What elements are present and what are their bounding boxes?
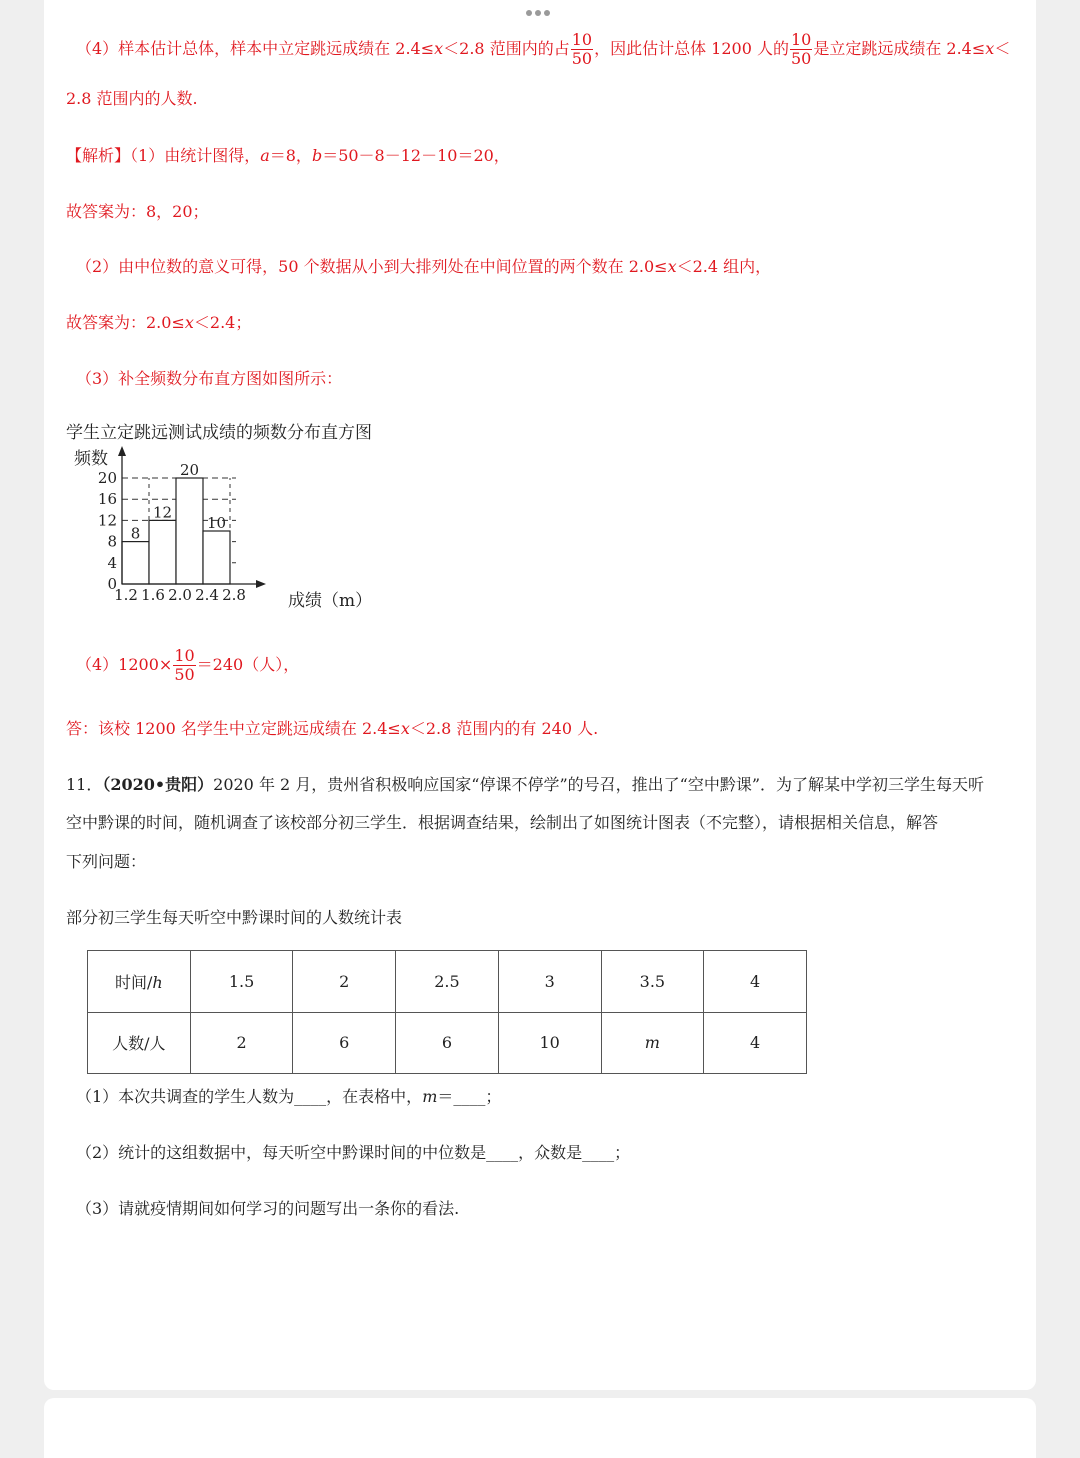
table-row: [88, 1012, 807, 1074]
question-source: （2020•贵阳）: [102, 775, 214, 794]
x-tick-label: 1.6: [141, 586, 165, 604]
y-tick-label: 20: [97, 469, 117, 487]
histogram-bar: [149, 520, 176, 584]
subquestion-1: （1）本次共调查的学生人数为____，在表格中，m＝____；: [76, 1087, 502, 1106]
table-cell: m: [601, 1012, 704, 1074]
table-cell: 3.5: [601, 951, 704, 1013]
subquestion-3: （3）请就疫情期间如何学习的问题写出一条你的看法.: [76, 1199, 460, 1218]
part3-text: （3）补全频数分布直方图如图所示：: [76, 369, 343, 388]
x-tick-label: 2.8: [222, 586, 246, 604]
table-cell: 2: [190, 1012, 293, 1074]
y-tick-label: 0: [107, 575, 117, 593]
fraction: $\frac{10}{50}$: [571, 30, 593, 68]
y-axis-label: 频数: [74, 449, 108, 469]
chart-title: 学生立定跳远测试成绩的频数分布直方图: [66, 423, 372, 443]
x-axis-label: 成绩（m）: [288, 591, 373, 611]
y-tick-label: 16: [97, 490, 117, 509]
y-axis-arrow-icon: [118, 446, 126, 456]
answer-2: 故答案为：2.0≤x＜2.4；: [66, 313, 252, 332]
part4-estimate-line1: （4）样本估计总体，样本中立定跳远成绩在 2.4≤x＜2.8 范围内的占 $\frac{10}{50}$ ，因此估计总体 1200 人的 $\frac{10}{50}$ 是立定跳远成绩在 2.4≤x＜: [76, 30, 1011, 68]
fraction: $\frac{10}{50}$: [790, 30, 812, 68]
table-cell: 4: [704, 951, 807, 1013]
histogram-bar: [122, 542, 149, 584]
subquestion-2: （2）统计的这组数据中，每天听空中黔课时间的中位数是____，众数是____；: [76, 1143, 631, 1162]
table-cell: 3: [498, 951, 601, 1013]
data-label: 12: [152, 503, 173, 522]
histogram-chart: [60, 440, 390, 620]
row-header-count: 人数/人: [88, 1012, 191, 1074]
part2-explanation: （2）由中位数的意义可得，50 个数据从小到大排列处在中间位置的两个数在 2.0≤x＜2.4 组内，: [76, 257, 772, 276]
histogram-bar: [203, 531, 230, 584]
part4-calculation: （4）1200× $\frac{10}{50}$ ＝240（人），: [76, 646, 300, 684]
data-label: 8: [130, 524, 141, 543]
more-options-icon[interactable]: [526, 10, 556, 16]
final-answer: 答：该校 1200 名学生中立定跳远成绩在 2.4≤x＜2.8 范围内的有 240 人.: [66, 719, 599, 738]
x-axis-arrow-icon: [256, 580, 266, 588]
table-cell: 1.5: [190, 951, 293, 1013]
question-11-line2: 空中黔课的时间，随机调查了该校部分初三学生．根据调查结果，绘制出了如图统计图表（不完整），请根据相关信息，解答: [66, 813, 939, 832]
y-tick-label: 8: [107, 532, 117, 551]
table-cell: 4: [704, 1012, 807, 1074]
data-label: 20: [179, 461, 200, 479]
x-tick-label: 2.4: [195, 586, 219, 604]
table-cell: 10: [498, 1012, 601, 1074]
table-cell: 2: [293, 951, 396, 1013]
y-tick-label: 12: [97, 511, 117, 530]
analysis-tag: 【解析】: [66, 146, 131, 165]
next-page: [44, 1398, 1036, 1458]
x-tick-label: 2.0: [168, 586, 192, 604]
question-11-line1: 11．（2020•贵阳）2020 年 2 月，贵州省积极响应国家“停课不停学”的号召，推出了“空中黔课”．为了解某中学初三学生每天听: [66, 775, 985, 794]
question-11-line3: 下列问题：: [66, 852, 147, 871]
statistics-table: [87, 950, 807, 1074]
question-number: 11．: [66, 775, 103, 794]
table-cell: 6: [396, 1012, 499, 1074]
x-tick-label: 1.2: [114, 586, 138, 604]
table-cell: 2.5: [396, 951, 499, 1013]
table-row: [88, 951, 807, 1013]
part4-estimate-line2: 2.8 范围内的人数.: [66, 89, 198, 108]
histogram-bar: [176, 478, 203, 584]
analysis-line: 【解析】（1）由统计图得，a＝8，b＝50－8－12－10＝20，: [66, 146, 510, 165]
fraction: $\frac{10}{50}$: [174, 646, 195, 684]
y-tick-label: 4: [107, 553, 117, 572]
table-title: 部分初三学生每天听空中黔课时间的人数统计表: [66, 908, 403, 927]
row-header-time: 时间/h: [88, 951, 191, 1013]
data-label: 10: [206, 514, 227, 532]
answer-1: 故答案为：8，20；: [66, 202, 209, 221]
table-cell: 6: [293, 1012, 396, 1074]
